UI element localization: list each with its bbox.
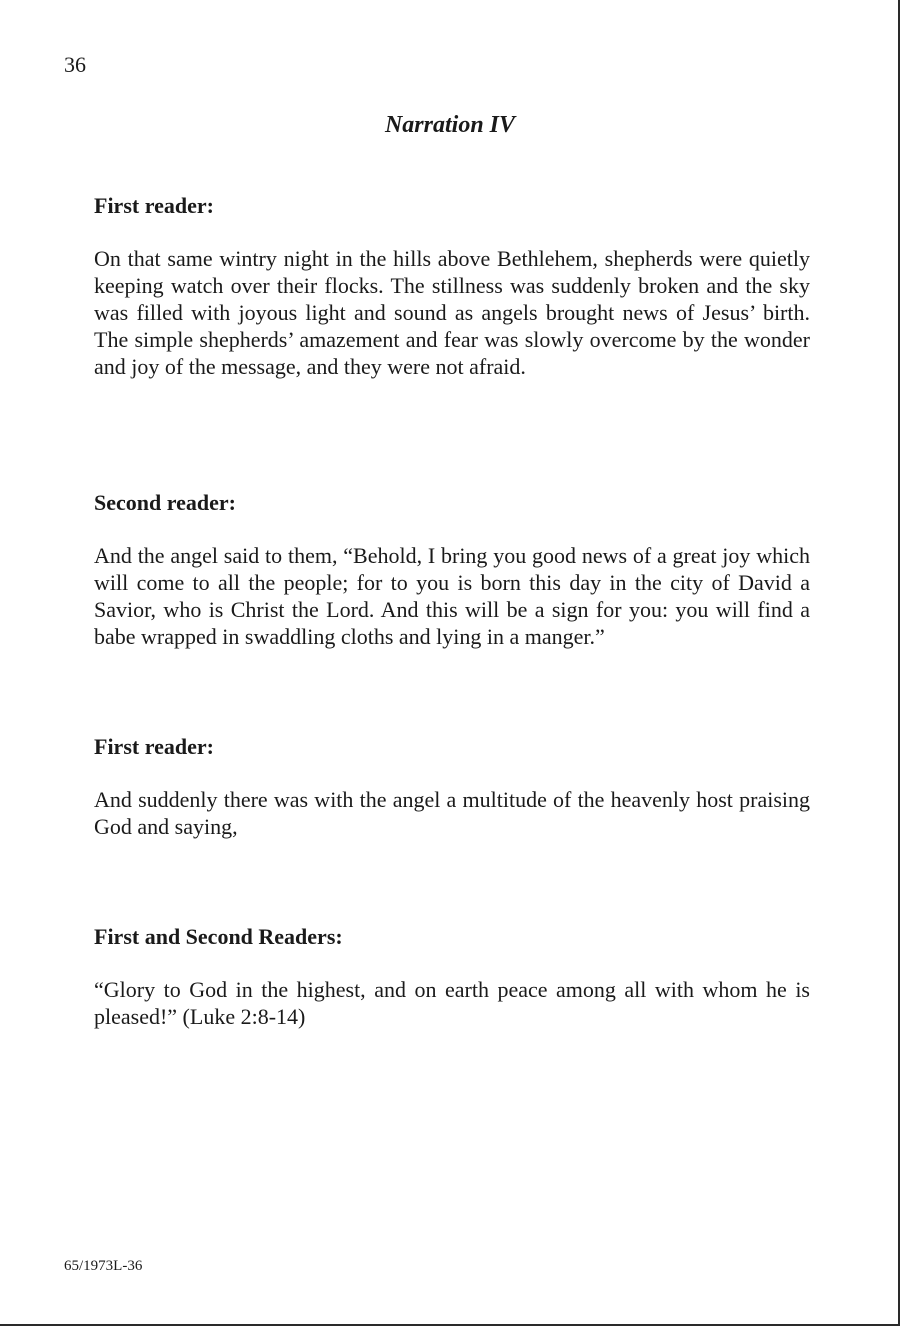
reader-heading: First and Second Readers: [94, 924, 343, 949]
reader-heading: First reader: [94, 193, 214, 218]
reader-heading: First reader: [94, 734, 214, 759]
page-title: Narration IV [384, 112, 516, 138]
reader-heading: Second reader: [94, 490, 236, 515]
page-number: 36 [64, 52, 86, 77]
reading-passage: And suddenly there was with the angel a multitude of the heavenly host praising God and saying, [94, 787, 810, 839]
reading-passage: And the angel said to them, “Behold, I bring you good news of a great joy which will come to all the people; for to you is born this day in the city of David a Savior, who is Christ the Lord. And this will be a sign for you: you will find a babe wrapped in swaddling cloths and lying in a manger.” [94, 543, 810, 649]
reading-passage: “Glory to God in the highest, and on earth peace among all with whom he is pleased!” (Luke 2:8-14) [94, 977, 810, 1029]
reading-section [94, 924, 810, 1030]
reading-section [94, 490, 810, 650]
reading-passage: On that same wintry night in the hills above Bethlehem, shepherds were quietly keeping watch over their flocks. The stillness was suddenly broken and the sky was filled with joyous light and sound as angels brought news of Jesus’ birth. The simple shepherds’ amazement and fear was slowly overcome by the wonder and joy of the message, and they were not afraid. [94, 246, 810, 379]
reading-section [94, 193, 810, 380]
footer-code: 65/1973L-36 [64, 1258, 143, 1274]
reading-section [94, 734, 810, 840]
